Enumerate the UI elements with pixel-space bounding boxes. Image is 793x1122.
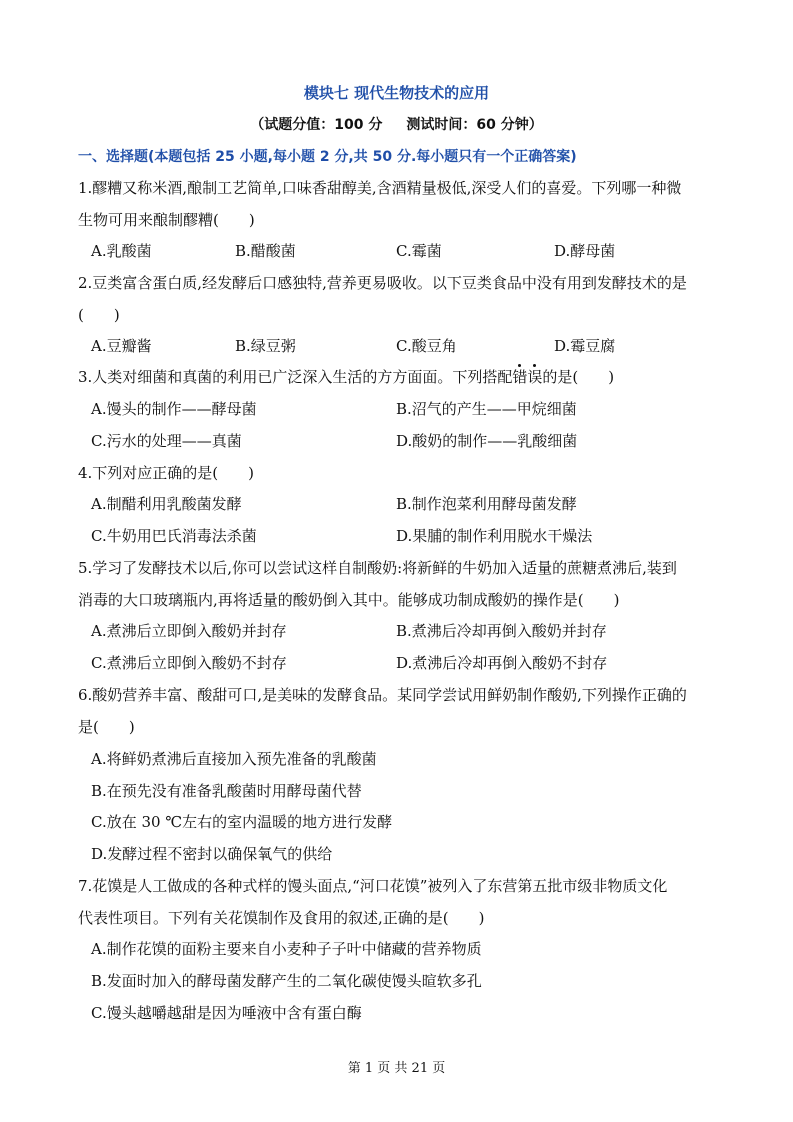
question-7-option-c: C.馒头越嚼越甜是因为唾液中含有蛋白酶 [91, 1004, 362, 1022]
exam-info [0, 114, 793, 134]
question-4-option-c: C.牛奶用巴氏消毒法杀菌 [91, 527, 257, 545]
question-1-option-d: D.酵母菌 [554, 242, 616, 260]
section-heading: 一、选择题(本题包括 25 小题,每小题 2 分,共 50 分.每小题只有一个正确答案) [78, 149, 577, 165]
question-2-line-2: ( ) [78, 306, 120, 324]
question-1-line-1: 1.醪糟又称米酒,酿制工艺简单,口味香甜醇美,含酒精量极低,深受人们的喜爱。下列哪一种微 [78, 179, 682, 197]
emphasis-char: 误 [527, 368, 543, 386]
question-2-option-a: A.豆瓣酱 [91, 337, 152, 355]
time-label: 测试时间：60 分钟） [406, 117, 543, 133]
question-4-option-b: B.制作泡菜利用酵母菌发酵 [396, 495, 577, 513]
question-6-line-1: 6.酸奶营养丰富、酸甜可口,是美味的发酵食品。某同学尝试用鲜奶制作酸奶,下列操作正确的 [78, 686, 687, 704]
question-5-line-2: 消毒的大口玻璃瓶内,再将适量的酸奶倒入其中。能够成功制成酸奶的操作是( ) [78, 591, 620, 609]
question-5-line-1: 5.学习了发酵技术以后,你可以尝试这样自制酸奶:将新鲜的牛奶加入适量的蔗糖煮沸后,装到 [78, 559, 677, 577]
question-7-option-a: A.制作花馍的面粉主要来自小麦种子子叶中储藏的营养物质 [91, 940, 482, 958]
question-7-option-b: B.发面时加入的酵母菌发酵产生的二氧化碳使馒头暄软多孔 [91, 972, 482, 990]
page-title: 模块七 现代生物技术的应用 [303, 84, 490, 102]
question-3-option-a: A.馒头的制作——酵母菌 [91, 400, 257, 418]
question-6-option-a: A.将鲜奶煮沸后直接加入预先准备的乳酸菌 [91, 750, 377, 768]
question-6-line-2: 是( ) [78, 718, 135, 736]
question-2-option-c: C.酸豆角 [396, 337, 457, 355]
question-7-line-2: 代表性项目。下列有关花馍制作及食用的叙述,正确的是( ) [78, 909, 485, 927]
question-6-option-b: B.在预先没有准备乳酸菌时用酵母菌代替 [91, 782, 362, 800]
question-3-option-b: B.沼气的产生——甲烷细菌 [396, 400, 577, 418]
question-2-option-d: D.霉豆腐 [554, 337, 616, 355]
question-4-option-d: D.果脯的制作利用脱水干燥法 [396, 527, 593, 545]
question-6-option-d: D.发酵过程不密封以确保氧气的供给 [91, 845, 333, 863]
page-number: 第 1 页 共 21 页 [347, 1061, 446, 1076]
question-5-option-c: C.煮沸后立即倒入酸奶不封存 [91, 654, 287, 672]
question-5-option-a: A.煮沸后立即倒入酸奶并封存 [91, 622, 287, 640]
question-1-line-2: 生物可用来酿制醪糟( ) [78, 211, 255, 229]
question-3-option-d: D.酸奶的制作——乳酸细菌 [396, 432, 578, 450]
question-1-option-b: B.醋酸菌 [235, 242, 296, 260]
question-1-option-a: A.乳酸菌 [91, 242, 152, 260]
question-2-line-1: 2.豆类富含蛋白质,经发酵后口感独特,营养更易吸收。以下豆类食品中没有用到发酵技术的是 [78, 274, 687, 292]
question-3-text: 3.人类对细菌和真菌的利用已广泛深入生活的方方面面。下列搭配 [78, 368, 513, 386]
question-4-option-a: A.制醋利用乳酸菌发酵 [91, 495, 242, 513]
question-1-option-c: C.霉菌 [396, 242, 442, 260]
question-5-option-d: D.煮沸后冷却再倒入酸奶不封存 [396, 654, 608, 672]
question-5-option-b: B.煮沸后冷却再倒入酸奶并封存 [396, 622, 607, 640]
question-3-option-c: C.污水的处理——真菌 [91, 432, 242, 450]
score-label: （试题分值：100 分 [250, 117, 383, 133]
question-3-text-end: 的是( ) [542, 368, 615, 386]
question-7-line-1: 7.花馍是人工做成的各种式样的馒头面点,“河口花馍”被列入了东营第五批市级非物质文化 [78, 877, 668, 895]
question-6-option-c: C.放在 30 ℃左右的室内温暖的地方进行发酵 [91, 813, 393, 831]
question-3-line-1 [78, 367, 728, 387]
question-2-option-b: B.绿豆粥 [235, 337, 296, 355]
emphasis-char: 错 [512, 368, 528, 386]
question-4-line-1: 4.下列对应正确的是( ) [78, 464, 255, 482]
